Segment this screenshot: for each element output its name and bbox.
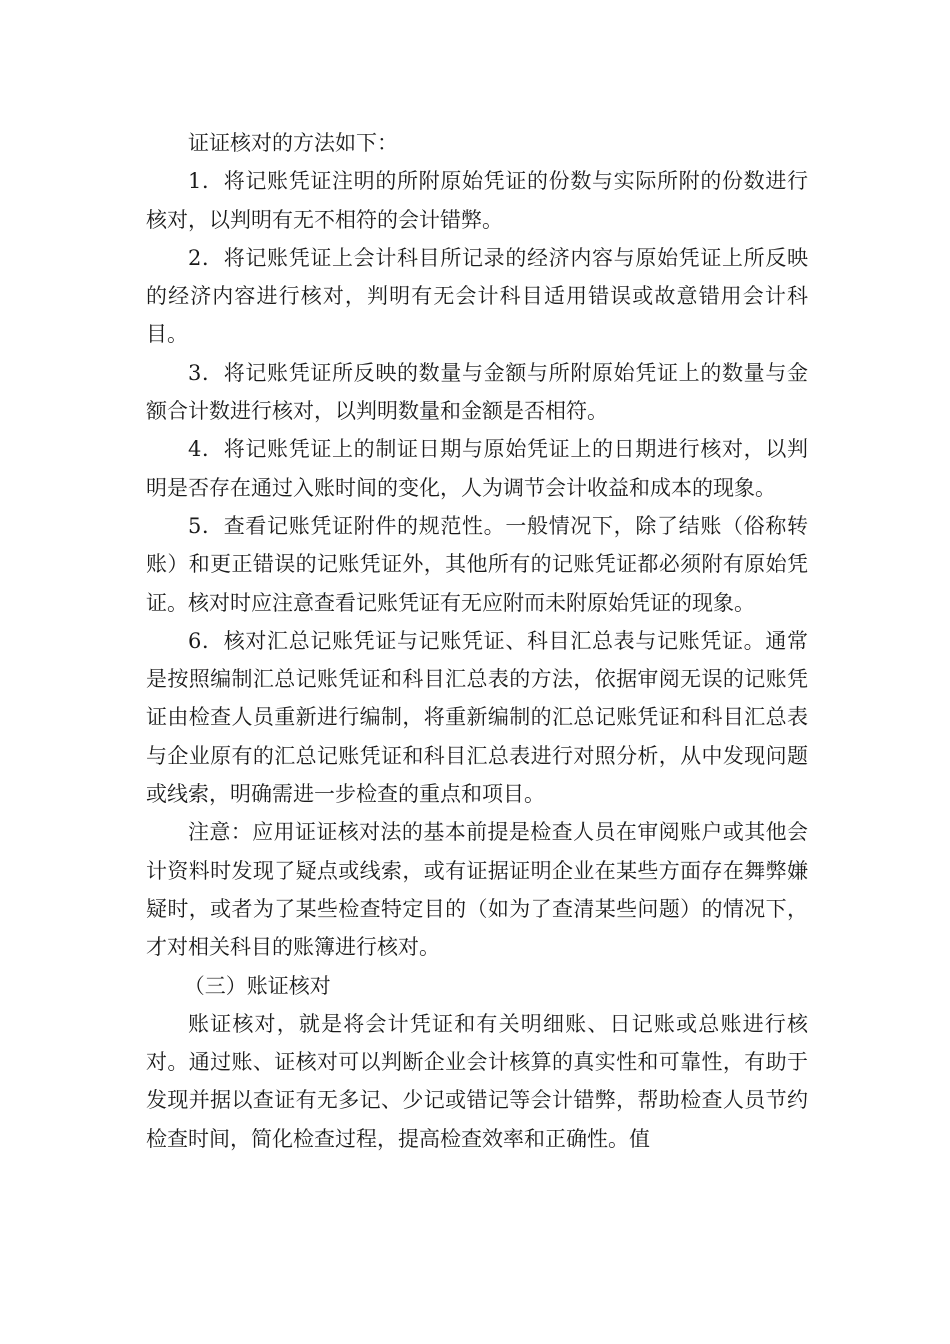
- paragraph-item-6: 6．核对汇总记账凭证与记账凭证、科目汇总表与记账凭证。通常是按照编制汇总记账凭证和科目汇总表的方法，依据审阅无误的记账凭证由检查人员重新进行编制，将重新编制的汇总记账凭证和科目汇总表与企业原有的汇总记账凭证和科目汇总表进行对照分析，从中发现问题或线索，明确需进一步检查的重点和项目。: [146, 628, 808, 807]
- paragraph-account-voucher-check: 账证核对，就是将会计凭证和有关明细账、日记账或总账进行核对。通过账、证核对可以判断企业会计核算的真实性和可靠性，有助于发现并据以查证有无多记、少记或错记等会计错弊，帮助检查人员节约检查时间，简化检查过程，提高检查效率和正确性。值: [146, 1011, 808, 1151]
- paragraph-item-1: 1．将记账凭证注明的所附原始凭证的份数与实际所附的份数进行核对，以判明有无不相符的会计错弊。: [146, 169, 808, 232]
- section-heading: （三）账证核对: [183, 973, 331, 998]
- paragraph-intro: 证证核对的方法如下：: [188, 131, 398, 155]
- paragraph-item-3: 3．将记账凭证所反映的数量与金额与所附原始凭证上的数量与金额合计数进行核对，以判明数量和金额是否相符。: [146, 360, 808, 424]
- paragraph-item-2: 2．将记账凭证上会计科目所记录的经济内容与原始凭证上所反映的经济内容进行核对，判明有无会计科目适用错误或故意错用会计科目。: [146, 245, 808, 347]
- paragraph-note: 注意：应用证证核对法的基本前提是检查人员在审阅账户或其他会计资料时发现了疑点或线索，或有证据证明企业在某些方面存在舞弊嫌疑时，或者为了某些检查特定目的（如为了查清某些问题）的情况下，才对相关科目的账簿进行核对。: [146, 820, 808, 960]
- document-body: [146, 124, 808, 1158]
- paragraph-item-5: 5．查看记账凭证附件的规范性。一般情况下，除了结账（俗称转账）和更正错误的记账凭证外，其他所有的记账凭证都必须附有原始凭证。核对时应注意查看记账凭证有无应附而未附原始凭证的现象。: [146, 513, 808, 615]
- paragraph-item-4: 4．将记账凭证上的制证日期与原始凭证上的日期进行核对，以判明是否存在通过入账时间的变化，人为调节会计收益和成本的现象。: [146, 437, 808, 500]
